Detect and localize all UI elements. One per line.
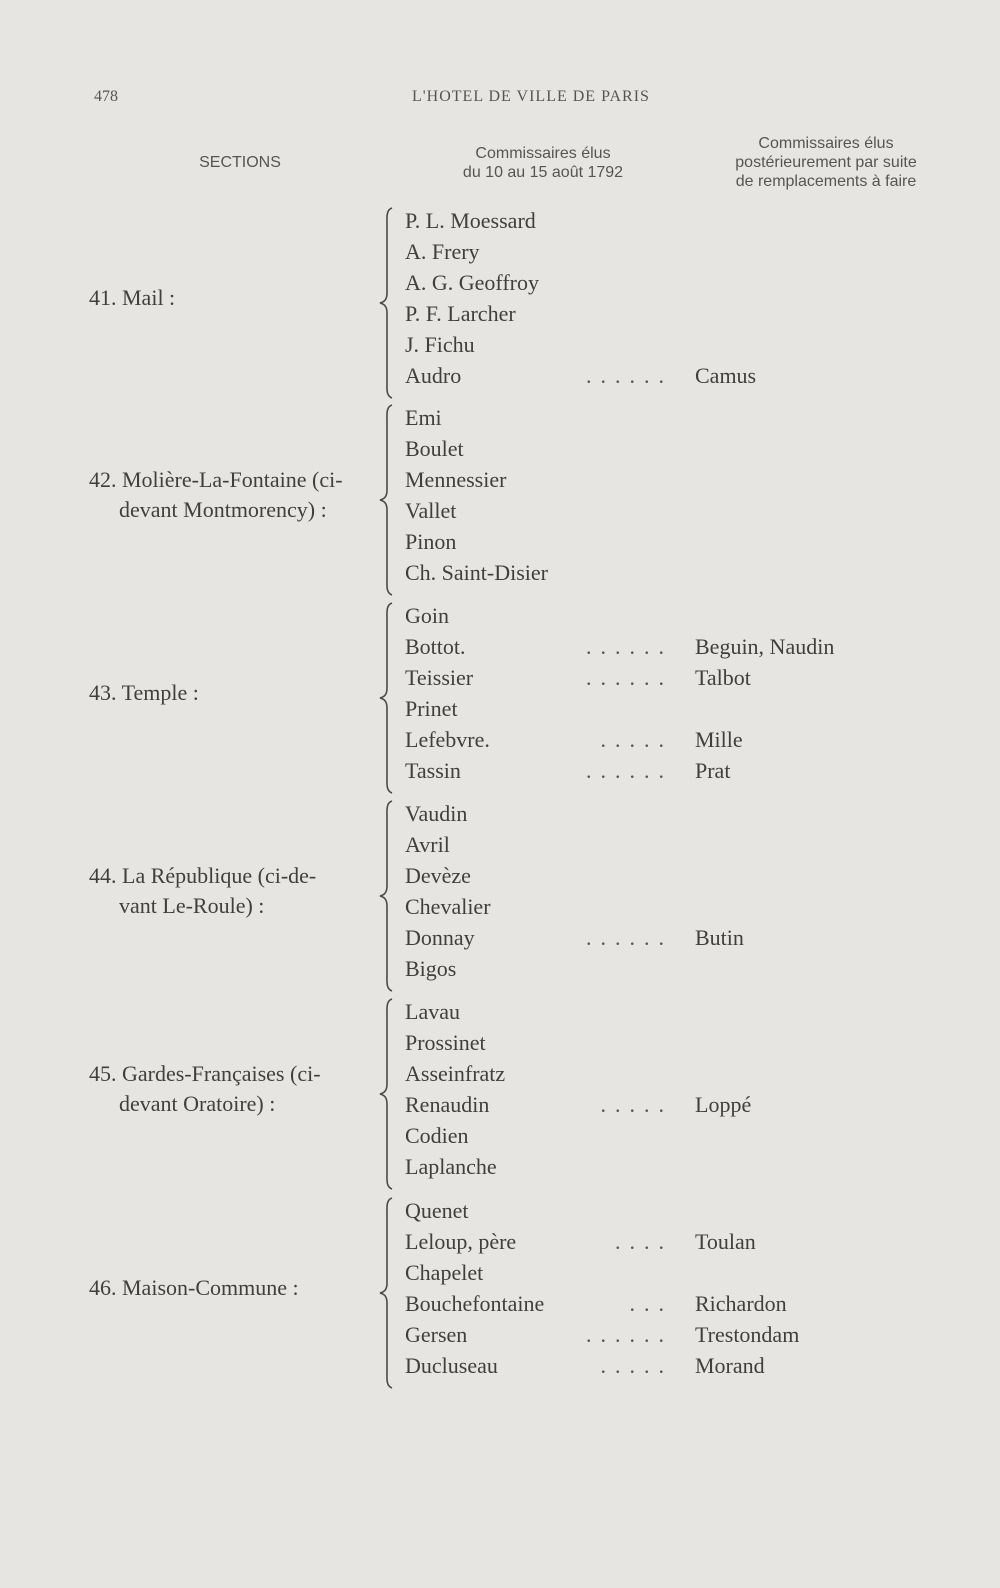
replacement-name: Loppé bbox=[695, 1092, 752, 1117]
commissioner-row bbox=[405, 1257, 965, 1288]
commissioner-name: Asseinfratz bbox=[405, 1061, 506, 1086]
column-header-line: postérieurement par suite bbox=[735, 154, 917, 171]
column-header-line: SECTIONS bbox=[199, 154, 281, 171]
commissioner-row bbox=[405, 755, 965, 786]
commissioner-row bbox=[405, 402, 965, 433]
commissioner-name: Emi bbox=[405, 405, 442, 430]
commissioner-row bbox=[405, 557, 965, 588]
section-name-line: 44. La République (ci-de- bbox=[89, 863, 317, 888]
column-header-elected bbox=[428, 144, 658, 182]
section-name bbox=[89, 1059, 381, 1119]
commissioner-row bbox=[405, 631, 965, 662]
brace-icon bbox=[378, 1197, 398, 1389]
commissioner-name: Boulet bbox=[405, 436, 464, 461]
commissioner-name: Ch. Saint-Disier bbox=[405, 560, 548, 585]
commissioner-name: Bottot. bbox=[405, 634, 466, 659]
commissioner-row bbox=[405, 996, 965, 1027]
commissioner-name: Pinon bbox=[405, 529, 457, 554]
commissioner-name: Donnay bbox=[405, 925, 475, 950]
commissioner-row bbox=[405, 798, 965, 829]
commissioner-name: A. Frery bbox=[405, 239, 480, 264]
commissioner-name: P. L. Moessard bbox=[405, 208, 536, 233]
replacement-name: Trestondam bbox=[695, 1322, 800, 1347]
commissioner-row bbox=[405, 205, 965, 236]
section-name bbox=[89, 678, 381, 708]
dot-leader: ..... bbox=[600, 1092, 673, 1117]
commissioner-row bbox=[405, 724, 965, 755]
page-number: 478 bbox=[94, 88, 118, 105]
commissioner-name: Goin bbox=[405, 603, 449, 628]
commissioner-row bbox=[405, 891, 965, 922]
column-header-later bbox=[716, 134, 936, 191]
commissioner-name: Prinet bbox=[405, 696, 458, 721]
replacement-name: Toulan bbox=[695, 1229, 756, 1254]
commissioner-name: Mennessier bbox=[405, 467, 507, 492]
commissioner-name: Bouchefontaine bbox=[405, 1291, 545, 1316]
commissioner-row bbox=[405, 693, 965, 724]
section-name-line: 42. Molière-La-Fontaine (ci- bbox=[89, 467, 343, 492]
commissioner-row bbox=[405, 953, 965, 984]
section-name bbox=[89, 465, 381, 525]
commissioner-row bbox=[405, 1120, 965, 1151]
column-header-sections bbox=[180, 153, 300, 172]
replacement-name: Mille bbox=[695, 727, 743, 752]
brace-icon bbox=[378, 602, 398, 794]
dot-leader: .... bbox=[615, 1229, 673, 1254]
section-name-line: vant Le-Roule) : bbox=[119, 893, 265, 918]
commissioner-row bbox=[405, 298, 965, 329]
commissioner-row bbox=[405, 1288, 965, 1319]
section-name-line: 41. Mail : bbox=[89, 285, 176, 310]
commissioner-row bbox=[405, 1319, 965, 1350]
commissioner-row bbox=[405, 600, 965, 631]
commissioner-row bbox=[405, 329, 965, 360]
commissioner-name: Vallet bbox=[405, 498, 457, 523]
commissioner-name: Tassin bbox=[405, 758, 461, 783]
section-name-line: 46. Maison-Commune : bbox=[89, 1275, 299, 1300]
replacement-name: Butin bbox=[695, 925, 744, 950]
commissioner-row bbox=[405, 526, 965, 557]
replacement-name: Beguin, Naudin bbox=[695, 634, 835, 659]
brace-icon bbox=[378, 207, 398, 399]
replacement-name: Morand bbox=[695, 1353, 765, 1378]
running-title: L'HOTEL DE VILLE DE PARIS bbox=[412, 88, 650, 105]
commissioner-row bbox=[405, 1058, 965, 1089]
commissioner-name: Leloup, père bbox=[405, 1229, 517, 1254]
commissioner-name: Chapelet bbox=[405, 1260, 484, 1285]
commissioner-name: J. Fichu bbox=[405, 332, 475, 357]
commissioner-row bbox=[405, 1350, 965, 1381]
section-name-line: 43. Temple : bbox=[89, 680, 199, 705]
commissioner-row bbox=[405, 1195, 965, 1226]
dot-leader: ...... bbox=[586, 758, 673, 783]
commissioner-name: Vaudin bbox=[405, 801, 468, 826]
commissioner-name: P. F. Larcher bbox=[405, 301, 516, 326]
dot-leader: ...... bbox=[586, 634, 673, 659]
commissioner-row bbox=[405, 1089, 965, 1120]
commissioner-row bbox=[405, 1027, 965, 1058]
commissioner-row bbox=[405, 1151, 965, 1182]
commissioner-row bbox=[405, 267, 965, 298]
replacement-name: Talbot bbox=[695, 665, 751, 690]
commissioner-name: Ducluseau bbox=[405, 1353, 498, 1378]
dot-leader: ..... bbox=[600, 727, 673, 752]
commissioner-row bbox=[405, 495, 965, 526]
dot-leader: ...... bbox=[586, 1322, 673, 1347]
commissioner-name: Codien bbox=[405, 1123, 469, 1148]
section-name bbox=[89, 283, 381, 313]
dot-leader: ...... bbox=[586, 925, 673, 950]
commissioner-row bbox=[405, 236, 965, 267]
column-header-line: de remplacements à faire bbox=[735, 173, 917, 190]
commissioner-name: Lavau bbox=[405, 999, 460, 1024]
dot-leader: ... bbox=[629, 1291, 673, 1316]
dot-leader: ...... bbox=[586, 363, 673, 388]
commissioner-row bbox=[405, 922, 965, 953]
commissioner-name: Devèze bbox=[405, 863, 471, 888]
section-name-line: 45. Gardes-Françaises (ci- bbox=[89, 1061, 321, 1086]
replacement-name: Richardon bbox=[695, 1291, 787, 1316]
commissioner-name: Gersen bbox=[405, 1322, 468, 1347]
brace-icon bbox=[378, 800, 398, 992]
replacement-name: Camus bbox=[695, 363, 757, 388]
section-name-line: devant Oratoire) : bbox=[119, 1091, 276, 1116]
dot-leader: ..... bbox=[600, 1353, 673, 1378]
column-header-line: Commissaires élus bbox=[475, 145, 611, 162]
commissioner-name: Renaudin bbox=[405, 1092, 490, 1117]
section-name bbox=[89, 861, 381, 921]
section-name-line: devant Montmorency) : bbox=[119, 497, 327, 522]
column-header-line: Commissaires élus bbox=[758, 135, 894, 152]
commissioner-name: A. G. Geoffroy bbox=[405, 270, 540, 295]
replacement-name: Prat bbox=[695, 758, 731, 783]
commissioner-name: Lefebvre. bbox=[405, 727, 490, 752]
commissioner-row bbox=[405, 464, 965, 495]
column-header-line: du 10 au 15 août 1792 bbox=[462, 164, 624, 181]
section-name bbox=[89, 1273, 381, 1303]
commissioner-name: Chevalier bbox=[405, 894, 491, 919]
commissioner-name: Audro bbox=[405, 363, 462, 388]
commissioner-name: Teissier bbox=[405, 665, 474, 690]
commissioner-name: Prossinet bbox=[405, 1030, 486, 1055]
commissioner-row bbox=[405, 829, 965, 860]
commissioner-row bbox=[405, 860, 965, 891]
commissioner-name: Avril bbox=[405, 832, 450, 857]
commissioner-name: Bigos bbox=[405, 956, 457, 981]
commissioner-name: Laplanche bbox=[405, 1154, 497, 1179]
dot-leader: ...... bbox=[586, 665, 673, 690]
commissioner-row bbox=[405, 360, 965, 391]
commissioner-row bbox=[405, 662, 965, 693]
brace-icon bbox=[378, 404, 398, 596]
commissioner-row bbox=[405, 1226, 965, 1257]
commissioner-name: Quenet bbox=[405, 1198, 469, 1223]
commissioner-row bbox=[405, 433, 965, 464]
brace-icon bbox=[378, 998, 398, 1190]
